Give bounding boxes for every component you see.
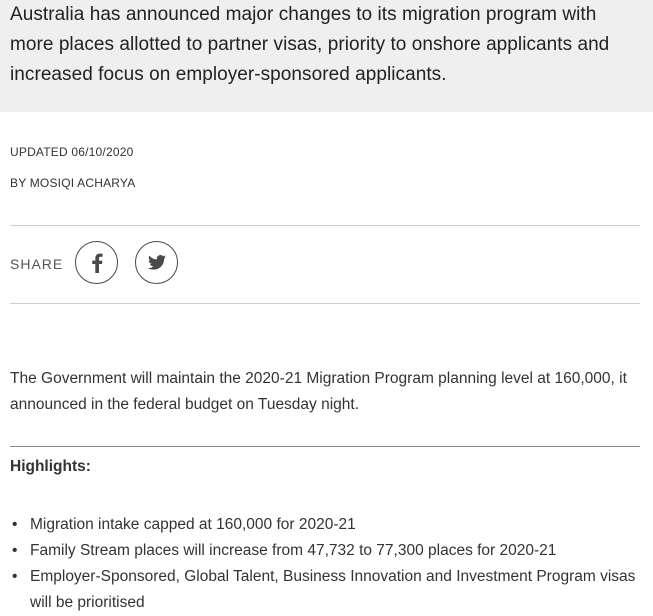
twitter-share-button[interactable]: [135, 241, 178, 284]
list-item: [10, 564, 640, 616]
highlights-heading: Highlights:: [10, 458, 91, 475]
bullet-icon: •: [12, 542, 18, 559]
share-label: SHARE: [10, 256, 64, 272]
twitter-icon: [148, 255, 166, 270]
share-top-divider: [10, 225, 640, 226]
highlights-divider: [10, 446, 640, 447]
bullet-icon: •: [12, 568, 18, 585]
list-item: [10, 538, 640, 564]
article-body-paragraph: The Government will maintain the 2020-21 Migration Program planning level at 160,000, it announced in the federal budget on Tuesday night.: [10, 370, 627, 413]
author-byline: BY MOSIQI ACHARYA: [10, 176, 136, 190]
article-summary-box: [0, 0, 653, 112]
facebook-share-button[interactable]: [75, 241, 118, 284]
article-summary: Australia has announced major changes to its migration program with more places allotted to partner visas, priority to onshore applicants and increased focus on employer-sponsored applicants.: [10, 4, 610, 85]
bullet-icon: •: [12, 516, 18, 533]
updated-date: UPDATED 06/10/2020: [10, 145, 134, 159]
list-item: [10, 512, 640, 538]
list-item-text: Family Stream places will increase from 47,732 to 77,300 places for 2020-21: [30, 542, 557, 559]
facebook-icon: [91, 253, 103, 273]
share-bottom-divider: [10, 303, 640, 304]
list-item-text: Migration intake capped at 160,000 for 2020-21: [30, 516, 356, 533]
highlights-list: [10, 512, 640, 616]
list-item-text: Employer-Sponsored, Global Talent, Business Innovation and Investment Program visas will be prioritised: [30, 568, 636, 611]
